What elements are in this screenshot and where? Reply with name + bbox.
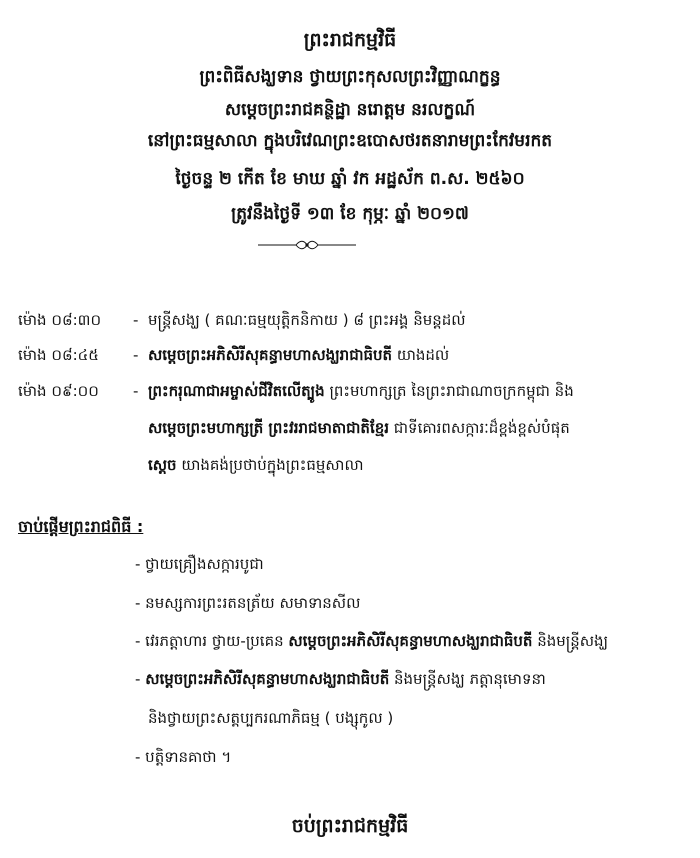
schedule-text-rest: ជាទីគោរពសក្ការៈដ៏ខ្ពង់ខ្ពស់បំផុត (389, 419, 570, 437)
lunar-date-line: ថ្ងៃចន្ទ ២ កើត ខែ មាឃ ឆ្នាំ វក អដ្ឋស័ក ព.ស. ២៥៦០ (175, 169, 525, 189)
list-item: - ថ្វាយគ្រឿងសក្ការបូជា (135, 555, 264, 573)
closing-title: ចប់ព្រះរាជកម្មវិធី (291, 815, 409, 837)
ornament-divider (258, 239, 356, 251)
list-item-prefix: - វេរភត្តាហារ ថ្វាយ-ប្រគេន (135, 632, 289, 650)
list-item: - នមស្សការព្រះរតនត្រ័យ សមាទានសីល (135, 594, 361, 612)
schedule-dash: - (133, 311, 139, 329)
schedule-text-rest: យាងដល់ (392, 346, 450, 364)
royal-word: ស្តេច (148, 456, 177, 474)
solar-date-line: ត្រូវនឹងថ្ងៃទី ១៣ ខែ កុម្ភៈ ឆ្នាំ ២០១៧ (231, 204, 469, 224)
schedule-text-continued (148, 419, 570, 441)
schedule-time: ម៉ោង ០៩:០០ (18, 382, 99, 400)
king-title: ព្រះករុណាជាអម្ចាស់ជីវិតលើត្បូង (148, 382, 325, 400)
queen-mother-title: សម្តេចព្រះមហាក្សត្រី ព្រះវររាជមាតាជាតិខ្មែរ (148, 419, 389, 437)
ceremony-name: ព្រះពិធីសង្ឃទាន ថ្វាយព្រះកុសលព្រះវិញ្ញាណក្ខន្ធ (199, 67, 501, 87)
schedule-text-rest: យាងគង់ប្រថាប់ក្នុងព្រះធម្មសាលា (176, 456, 364, 474)
list-item-continued: និងថ្វាយព្រះសត្តប្បករណាភិធម្ម ( បង្សុកូល ) (148, 709, 394, 727)
list-item: - បត្តិទានគាថា ។ (135, 748, 232, 766)
list-item-suffix: និងមន្ត្រីសង្ឃ (532, 632, 609, 650)
list-item (135, 670, 546, 692)
venue-line: នៅព្រះធម្មសាលា ក្នុងបរិវេណព្រះឧបោសថរតនារាមព្រះកែវមរកត (147, 131, 553, 151)
honoree-name: សម្តេចព្រះរាជគន្ថិដ្ឋា នរោត្តម នរលក្ខណ៍ (224, 100, 476, 120)
schedule-text-continued (148, 456, 364, 478)
schedule-dash: - (133, 346, 139, 364)
program-title: ព្រះរាជកម្មវិធី (303, 29, 397, 51)
schedule-time: ម៉ោង ០៨:៣០ (18, 311, 102, 329)
supreme-patriarch-title: សម្តេចព្រះអភិសិរីសុគន្ធាមហាសង្ឃរាជាធិបតី (145, 670, 390, 688)
schedule-text: មន្ត្រីសង្ឃ ( គណៈធម្មយុត្តិកនិកាយ ) ៨ ព្រះអង្គ និមន្តដល់ (148, 311, 466, 329)
list-item (135, 632, 608, 654)
supreme-patriarch-title: សម្តេចព្រះអភិសិរីសុគន្ធាមហាសង្ឃរាជាធិបតី (148, 346, 393, 364)
schedule-text-rest: ព្រះមហាក្សត្រ នៃព្រះរាជាណាចក្រកម្ពុជា និង (324, 382, 574, 400)
schedule-text (148, 382, 574, 404)
schedule-time: ម៉ោង ០៨:៤៥ (18, 346, 99, 364)
schedule-text (148, 346, 449, 368)
supreme-patriarch-title: សម្តេចព្រះអភិសិរីសុគន្ធាមហាសង្ឃរាជាធិបតី (288, 632, 533, 650)
list-item-suffix: និងមន្ត្រីសង្ឃ ភត្តានុមោទនា (389, 670, 546, 688)
section-heading: ចាប់ផ្តើមព្រះរាជពិធី : (18, 517, 144, 536)
schedule-dash: - (133, 382, 139, 400)
list-item-prefix: - (135, 670, 146, 688)
